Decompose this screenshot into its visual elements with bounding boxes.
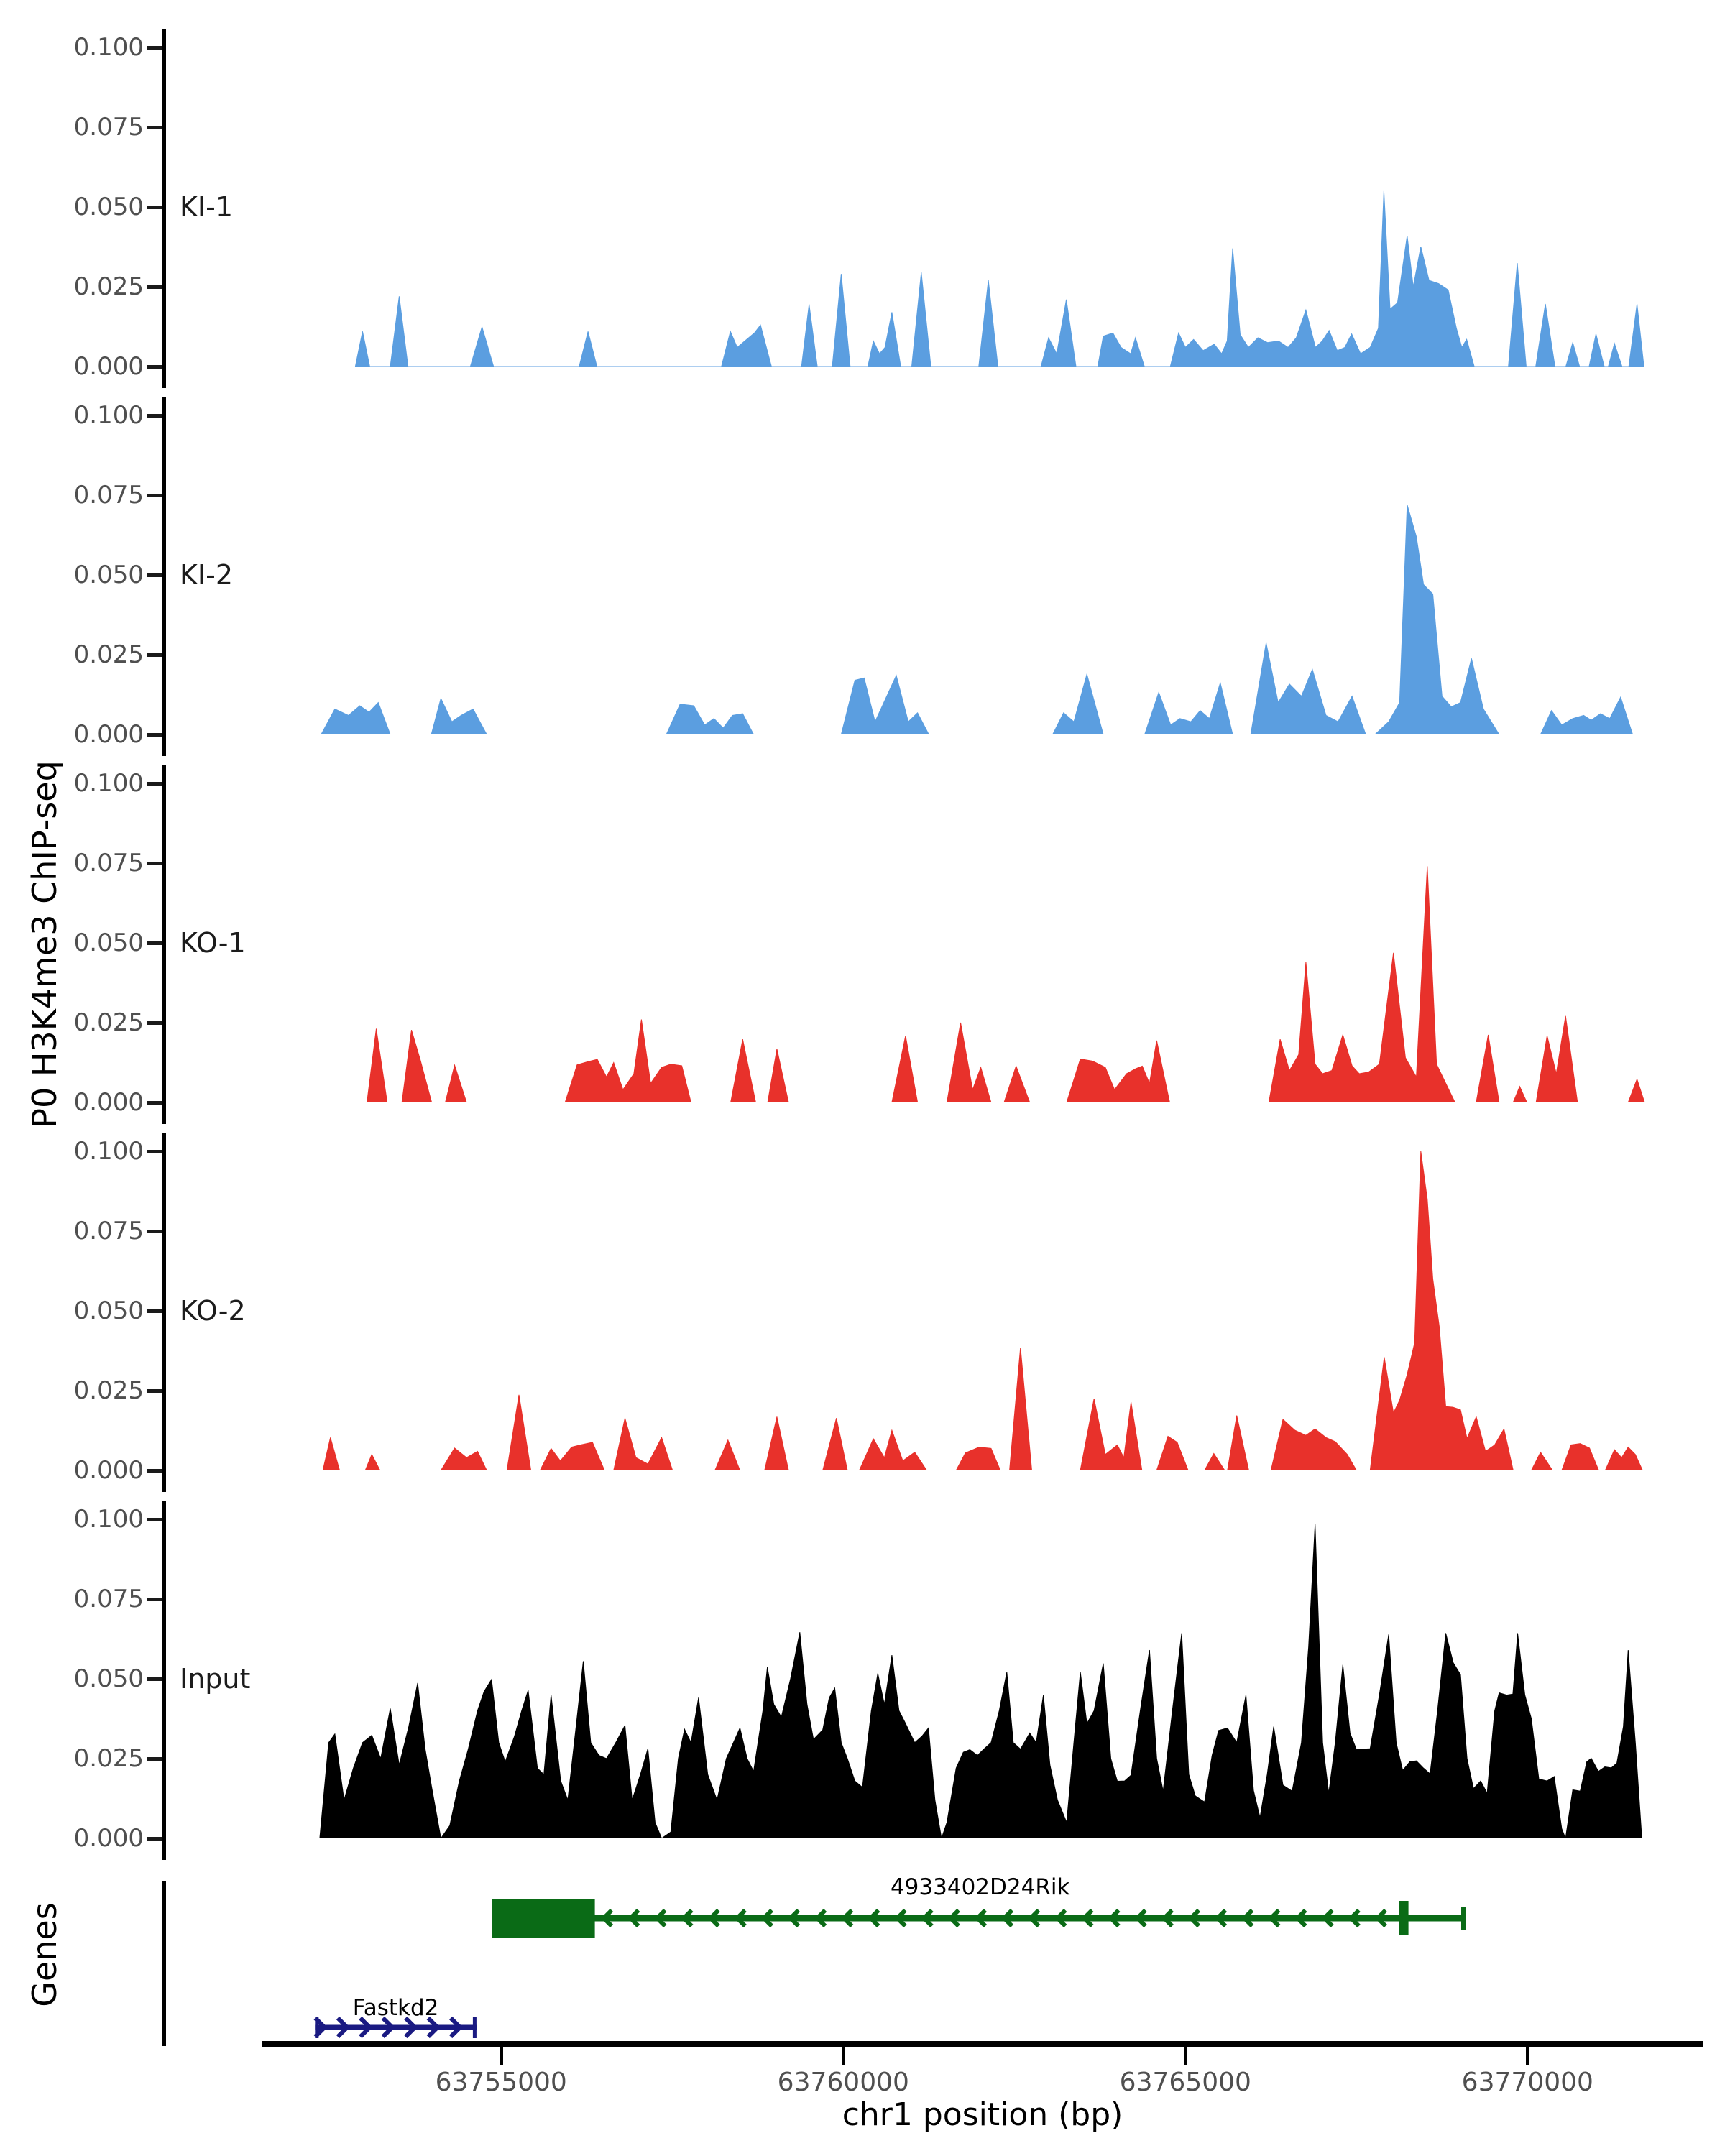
y-tick-label: 0.050 (73, 929, 144, 957)
y-tick-label: 0.075 (73, 1585, 144, 1613)
y-axis-spine-ko-1 (162, 765, 166, 1124)
y-tick-mark (147, 285, 162, 289)
y-tick-mark (147, 1389, 162, 1393)
track-label-ki-2: KI-2 (180, 559, 234, 591)
y-tick-mark (147, 1150, 162, 1153)
y-tick-label: 0.075 (73, 849, 144, 877)
track-label-ki-1: KI-1 (180, 191, 234, 223)
gene-exon-box-4933402d24rik (492, 1899, 595, 1938)
y-tick-mark (147, 1469, 162, 1473)
track-area-svg-ki-1 (262, 47, 1703, 367)
gene-exon-box-4933402d24rik (1399, 1901, 1408, 1935)
y-tick-label: 0.000 (73, 720, 144, 749)
y-tick-label: 0.025 (73, 1376, 144, 1405)
y-tick-label: 0.050 (73, 1664, 144, 1693)
y-tick-label: 0.075 (73, 1217, 144, 1245)
coverage-area-ko-2 (323, 1151, 1642, 1470)
y-tick-label: 0.025 (73, 1744, 144, 1773)
y-tick-mark (147, 1309, 162, 1313)
coverage-area-ko-1 (367, 866, 1645, 1102)
y-tick-mark (147, 862, 162, 865)
x-tick-mark (1184, 2047, 1187, 2065)
y-axis-spine-ki-2 (162, 397, 166, 756)
y-tick-mark (147, 573, 162, 577)
y-tick-mark (147, 1230, 162, 1233)
y-tick-mark (147, 365, 162, 369)
y-tick-mark (147, 653, 162, 657)
track-label-ko-1: KO-1 (180, 927, 246, 959)
y-tick-mark (147, 1757, 162, 1761)
y-tick-label: 0.100 (73, 401, 144, 430)
coverage-area-input (320, 1524, 1642, 1838)
track-area-svg-input (262, 1519, 1703, 1838)
y-tick-label: 0.075 (73, 481, 144, 510)
y-tick-label: 0.050 (73, 561, 144, 589)
y-tick-mark (147, 1518, 162, 1521)
y-tick-mark (147, 46, 162, 50)
track-area-svg-ko-1 (262, 783, 1703, 1102)
y-tick-label: 0.050 (73, 193, 144, 221)
x-tick-mark (500, 2047, 503, 2065)
y-tick-mark (147, 1837, 162, 1841)
y-tick-mark (147, 941, 162, 945)
track-area-svg-ko-2 (262, 1151, 1703, 1470)
x-axis-title: chr1 position (bp) (842, 2096, 1123, 2133)
y-tick-mark (147, 414, 162, 418)
genes-axis-spine (162, 1881, 166, 2046)
y-tick-mark (147, 206, 162, 209)
y-tick-label: 0.000 (73, 352, 144, 381)
y-tick-label: 0.100 (73, 769, 144, 798)
y-tick-label: 0.100 (73, 1137, 144, 1166)
y-axis-spine-ko-2 (162, 1133, 166, 1492)
y-tick-label: 0.025 (73, 1008, 144, 1037)
y-axis-spine-ki-1 (162, 29, 166, 388)
y-tick-mark (147, 1021, 162, 1025)
gene-end-bar-4933402d24rik (1461, 1907, 1466, 1930)
x-tick-label: 63755000 (435, 2068, 567, 2097)
track-label-input: Input (180, 1663, 251, 1695)
x-tick-mark (842, 2047, 845, 2065)
y-tick-label: 0.075 (73, 113, 144, 142)
track-label-ko-2: KO-2 (180, 1295, 246, 1327)
x-axis-line (262, 2041, 1703, 2047)
y-tick-mark (147, 126, 162, 129)
x-tick-mark (1526, 2047, 1530, 2065)
y-tick-mark (147, 1101, 162, 1105)
x-tick-label: 63770000 (1461, 2068, 1593, 2097)
gene-name-label-4933402d24rik: 4933402D24Rik (890, 1874, 1070, 1900)
y-axis-label: P0 H3K4me3 ChIP-seq (25, 760, 64, 1128)
coverage-area-ki-2 (321, 505, 1633, 734)
y-tick-label: 0.025 (73, 272, 144, 301)
y-tick-mark (147, 1677, 162, 1681)
y-tick-mark (147, 1598, 162, 1601)
coverage-area-ki-1 (355, 191, 1644, 367)
y-tick-label: 0.025 (73, 640, 144, 669)
y-tick-label: 0.000 (73, 1456, 144, 1485)
y-tick-mark (147, 494, 162, 497)
x-tick-label: 63760000 (777, 2068, 909, 2097)
gene-start-bar-fastkd2 (315, 2017, 318, 2038)
y-axis-spine-input (162, 1501, 166, 1860)
y-tick-label: 0.050 (73, 1296, 144, 1325)
x-tick-label: 63765000 (1119, 2068, 1251, 2097)
y-tick-label: 0.000 (73, 1088, 144, 1117)
y-tick-label: 0.000 (73, 1824, 144, 1853)
y-tick-label: 0.100 (73, 33, 144, 62)
track-area-svg-ki-2 (262, 415, 1703, 734)
genes-axis-label: Genes (25, 1902, 64, 2007)
y-tick-mark (147, 733, 162, 737)
gene-end-bar-fastkd2 (473, 2017, 477, 2038)
y-tick-label: 0.100 (73, 1505, 144, 1534)
gene-name-label-fastkd2: Fastkd2 (352, 1995, 439, 2021)
gene-body-line-fastkd2 (315, 2025, 477, 2030)
y-tick-mark (147, 782, 162, 786)
